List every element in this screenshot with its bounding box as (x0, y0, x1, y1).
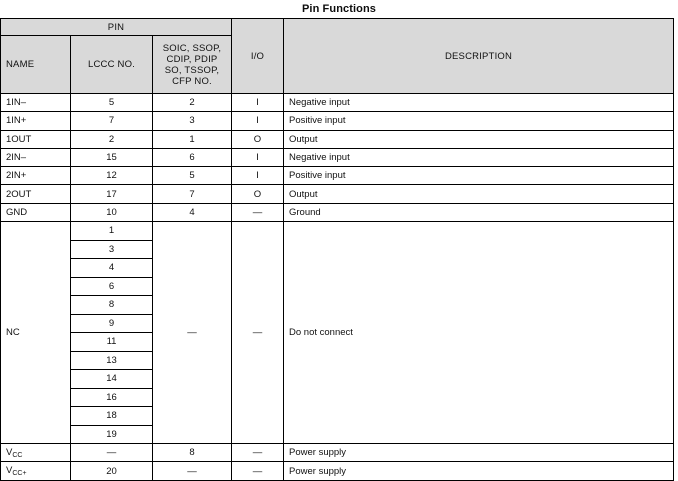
header-pin-group: PIN (1, 19, 232, 36)
cell-description: Positive input (284, 167, 674, 185)
cell-package: 3 (153, 112, 232, 130)
table-row (1, 444, 674, 462)
header-description: DESCRIPTION (284, 19, 674, 94)
cell-io: I (232, 167, 284, 185)
cell-package: 4 (153, 203, 232, 221)
cell-lccc: 17 (71, 185, 153, 203)
cell-description: Power supply (284, 444, 674, 462)
cell-lccc-nc: 3 (71, 240, 153, 259)
header-name: NAME (1, 36, 71, 94)
cell-lccc: 12 (71, 167, 153, 185)
cell-lccc-nc: 18 (71, 407, 153, 426)
cell-io: I (232, 94, 284, 112)
cell-name: 1IN+ (1, 112, 71, 130)
cell-lccc-nc: 16 (71, 388, 153, 407)
supply-name-subscript: CC+ (12, 470, 27, 478)
cell-io: — (232, 203, 284, 221)
cell-lccc-nc: 14 (71, 370, 153, 389)
cell-package: 5 (153, 167, 232, 185)
cell-description-nc: Do not connect (284, 222, 674, 444)
table-row (1, 94, 674, 112)
cell-lccc: 7 (71, 112, 153, 130)
supply-name-base: V (6, 465, 13, 477)
cell-package: 6 (153, 148, 232, 166)
header-lccc-no: LCCC NO. (71, 36, 153, 94)
header-package-line-1: SOIC, SSOP, (162, 42, 222, 54)
table-row (1, 148, 674, 166)
cell-lccc: 2 (71, 130, 153, 148)
cell-description: Ground (284, 203, 674, 221)
cell-io: I (232, 112, 284, 130)
cell-io: I (232, 148, 284, 166)
pin-functions-table (0, 18, 674, 481)
table-body (1, 94, 674, 481)
cell-lccc-nc: 11 (71, 333, 153, 352)
table-row (1, 185, 674, 203)
cell-io: O (232, 185, 284, 203)
cell-lccc-nc: 6 (71, 277, 153, 296)
cell-package: 2 (153, 94, 232, 112)
cell-lccc: 20 (71, 462, 153, 480)
cell-io-nc: — (232, 222, 284, 444)
cell-name: 2IN+ (1, 167, 71, 185)
table-row (1, 203, 674, 221)
cell-lccc: 10 (71, 203, 153, 221)
cell-description: Output (284, 185, 674, 203)
table-row (1, 167, 674, 185)
supply-name-base: V (6, 446, 13, 458)
supply-name-subscript: CC (12, 451, 23, 459)
cell-lccc-nc: 8 (71, 296, 153, 315)
cell-name: 2OUT (1, 185, 71, 203)
table-row (1, 112, 674, 130)
cell-description: Power supply (284, 462, 674, 480)
cell-lccc: 5 (71, 94, 153, 112)
cell-lccc: 15 (71, 148, 153, 166)
cell-name: GND (1, 203, 71, 221)
cell-io: — (232, 444, 284, 462)
header-package-line-4: CFP NO. (172, 75, 212, 87)
table-row (1, 130, 674, 148)
header-package-line-3: SO, TSSOP, (164, 64, 220, 76)
cell-lccc-nc: 19 (71, 425, 153, 444)
table-header (1, 19, 674, 94)
cell-io: — (232, 462, 284, 480)
cell-name (1, 462, 71, 480)
cell-name: 2IN– (1, 148, 71, 166)
cell-package: — (153, 462, 232, 480)
header-package-no (153, 36, 232, 94)
cell-package: 8 (153, 444, 232, 462)
cell-name-nc: NC (1, 222, 71, 444)
cell-lccc-nc: 1 (71, 222, 153, 241)
header-row-group (1, 19, 674, 36)
cell-package: 1 (153, 130, 232, 148)
cell-package: 7 (153, 185, 232, 203)
page-title: Pin Functions (301, 3, 377, 15)
cell-name: 1OUT (1, 130, 71, 148)
cell-io: O (232, 130, 284, 148)
cell-name (1, 444, 71, 462)
cell-lccc-nc: 9 (71, 314, 153, 333)
cell-lccc-nc: 4 (71, 259, 153, 278)
header-package-line-2: CDIP, PDIP (166, 53, 218, 65)
table-row-nc (1, 222, 674, 241)
cell-name: 1IN– (1, 94, 71, 112)
cell-description: Negative input (284, 94, 674, 112)
table-row (1, 462, 674, 480)
cell-description: Output (284, 130, 674, 148)
cell-package-nc: — (153, 222, 232, 444)
cell-description: Negative input (284, 148, 674, 166)
cell-lccc: — (71, 444, 153, 462)
cell-lccc-nc: 13 (71, 351, 153, 370)
header-io: I/O (232, 19, 284, 94)
cell-description: Positive input (284, 112, 674, 130)
